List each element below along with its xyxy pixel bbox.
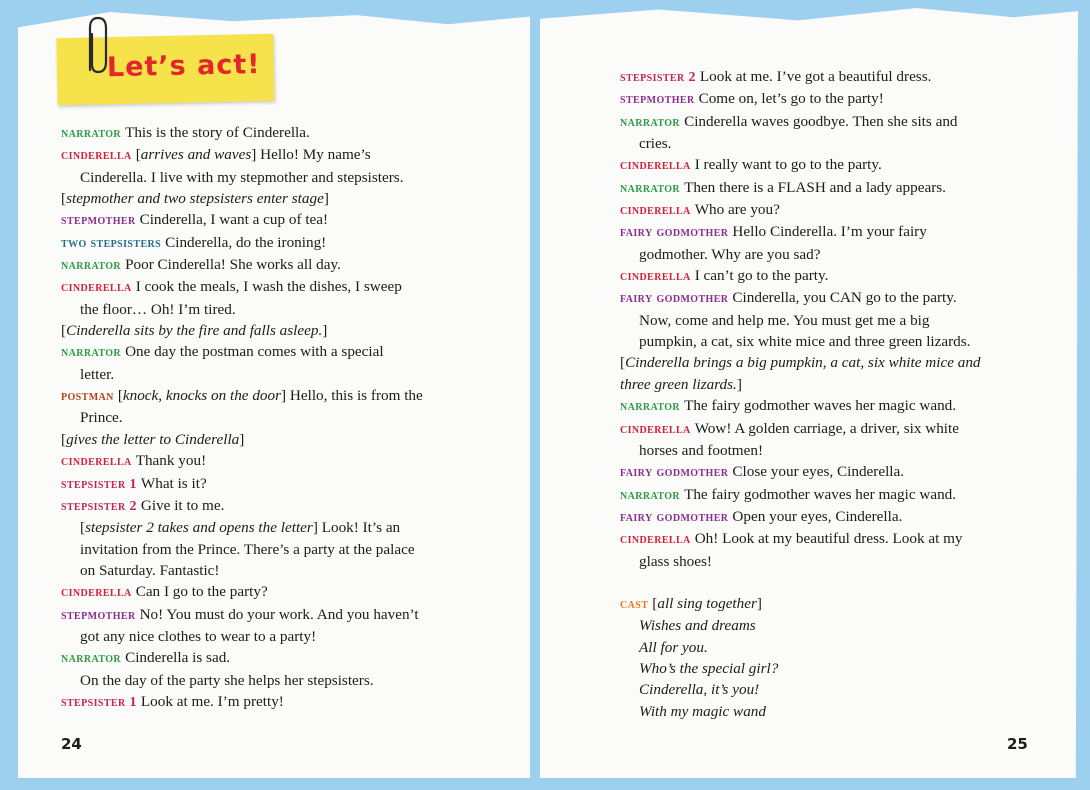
line-text: Cinderella, you CAN go to the party. xyxy=(732,289,957,307)
bracket-open: [ xyxy=(135,146,141,164)
line-text: Open your eyes, Cinderella. xyxy=(732,507,903,525)
script-line xyxy=(620,133,1040,154)
speaker-cinderella: cinderella xyxy=(620,269,691,285)
line-text: Now, come and help me. You must get me a big xyxy=(639,311,930,329)
script-line xyxy=(620,528,1040,550)
line-text: Poor Cinderella! She works all day. xyxy=(125,256,341,274)
speaker-narrator: narrator xyxy=(620,180,681,196)
speaker-narrator: narrator xyxy=(61,345,122,361)
script-line xyxy=(620,66,1040,88)
line-text: Prince. xyxy=(80,409,123,427)
speaker-cinderella: cinderella xyxy=(61,280,132,296)
speaker-cinderella: cinderella xyxy=(620,421,691,437)
line-text: Cinderella. I live with my stepmother and stepsisters. xyxy=(80,168,404,186)
line-text: Look at me. I’ve got a beautiful dress. xyxy=(699,68,932,85)
script-line xyxy=(61,188,481,209)
speaker-fairy-godmother: fairy godmother xyxy=(620,509,729,525)
bracket-close: ] xyxy=(323,190,329,208)
stage-direction: three green lizards. xyxy=(620,375,737,393)
line-text: Look at me. I’m pretty! xyxy=(140,692,284,710)
script-line xyxy=(61,320,481,341)
song-line xyxy=(620,658,1040,679)
script-line xyxy=(61,429,481,450)
script-line xyxy=(61,647,481,669)
script-line xyxy=(61,539,481,560)
song-text: All for you. xyxy=(639,638,708,656)
song-line xyxy=(620,637,1040,658)
script-line xyxy=(61,254,481,276)
script-line xyxy=(620,310,1040,331)
song-text: Who’s the special girl? xyxy=(639,659,779,677)
speaker-stepsister-2: stepsister 2 xyxy=(620,70,696,85)
speaker-fairy-godmother: fairy godmother xyxy=(620,465,729,481)
script-line xyxy=(620,461,1040,483)
line-text: The fairy godmother waves her magic wand. xyxy=(684,485,957,503)
page-number-right: 25 xyxy=(1007,735,1028,753)
script-line xyxy=(61,473,481,495)
speaker-fairy-godmother: fairy godmother xyxy=(620,291,729,307)
speaker-cinderella: cinderella xyxy=(61,148,132,164)
script-line xyxy=(620,352,1040,373)
bracket-open: [ xyxy=(61,322,67,340)
script-line xyxy=(620,221,1040,243)
speaker-cinderella: cinderella xyxy=(61,454,132,470)
song-line xyxy=(620,615,1040,636)
paperclip-icon xyxy=(80,14,112,78)
bracket-open: [ xyxy=(620,354,626,372)
bracket-open: [ xyxy=(652,594,658,612)
script-line xyxy=(61,581,481,603)
line-text: ] Look! It’s an xyxy=(312,519,401,537)
page-number-left: 24 xyxy=(61,735,82,753)
script-line xyxy=(620,440,1040,461)
line-text: cries. xyxy=(639,135,672,153)
line-text: The fairy godmother waves her magic wand. xyxy=(684,397,957,415)
spacer xyxy=(620,572,1040,593)
bracket-close: ] xyxy=(736,375,742,393)
speaker-narrator: narrator xyxy=(61,126,122,141)
speaker-narrator: narrator xyxy=(620,399,681,415)
line-text: This is the story of Cinderella. xyxy=(125,124,310,141)
bracket-open: [ xyxy=(61,190,67,208)
line-text: pumpkin, a cat, six white mice and three green lizards. xyxy=(639,333,971,351)
speaker-narrator: narrator xyxy=(61,258,122,274)
script-line xyxy=(61,495,481,517)
script-line xyxy=(620,88,1040,110)
line-text: the floor… Oh! I’m tired. xyxy=(80,300,236,318)
speaker-cast: cast xyxy=(620,596,649,612)
bracket-open: [ xyxy=(117,387,123,405)
script-line xyxy=(620,374,1040,395)
speaker-stepsister-2: stepsister 2 xyxy=(61,498,137,514)
line-text: Come on, let’s go to the party! xyxy=(698,90,884,108)
speaker-narrator: narrator xyxy=(61,651,122,667)
line-text: Give it to me. xyxy=(140,496,225,514)
script-line xyxy=(61,299,481,320)
stage-direction: stepmother and two stepsisters enter stage xyxy=(66,190,324,208)
script-line xyxy=(61,626,481,647)
bracket-close: ] xyxy=(756,594,762,612)
line-text: I really want to go to the party. xyxy=(694,156,882,174)
line-text: Can I go to the party? xyxy=(135,583,268,601)
script-line xyxy=(620,418,1040,440)
bracket-open: [ xyxy=(61,430,67,448)
line-text: Then there is a FLASH and a lady appears. xyxy=(684,178,946,196)
script-line xyxy=(61,560,481,581)
speaker-narrator: narrator xyxy=(620,487,681,503)
song-text: Wishes and dreams xyxy=(639,617,756,635)
script-line xyxy=(620,244,1040,265)
script-right-column xyxy=(620,66,1040,722)
line-text: godmother. Why are you sad? xyxy=(639,245,821,263)
script-line xyxy=(620,331,1040,352)
speaker-fairy-godmother: fairy godmother xyxy=(620,225,729,241)
script-line xyxy=(620,177,1040,199)
line-text: got any nice clothes to wear to a party! xyxy=(80,627,317,645)
speaker-cinderella: cinderella xyxy=(620,532,691,548)
line-text: letter. xyxy=(80,365,115,383)
stage-direction: Cinderella sits by the fire and falls asleep. xyxy=(66,322,323,340)
stage-direction: arrives and waves xyxy=(140,146,252,164)
stage-direction: knock, knocks on the door xyxy=(122,387,282,405)
line-text: No! You must do your work. And you haven’t xyxy=(139,605,419,623)
script-line xyxy=(61,604,481,626)
script-line xyxy=(620,199,1040,221)
script-line xyxy=(620,265,1040,287)
script-line xyxy=(61,691,481,713)
script-line xyxy=(61,276,481,298)
speaker-stepsister-1: stepsister 1 xyxy=(61,694,137,710)
line-text: ] Hello, this is from the xyxy=(281,387,423,405)
script-line xyxy=(620,287,1040,309)
speaker-cinderella: cinderella xyxy=(61,585,132,601)
page-title: Let’s act! xyxy=(106,49,261,84)
speaker-stepmother: stepmother xyxy=(61,607,136,623)
line-text: One day the postman comes with a special xyxy=(125,343,384,361)
script-line xyxy=(61,341,481,363)
script-line xyxy=(620,506,1040,528)
line-text: What is it? xyxy=(140,474,207,492)
script-line xyxy=(61,407,481,428)
speaker-narrator: narrator xyxy=(620,114,681,130)
line-text: horses and footmen! xyxy=(639,441,763,459)
song-text: Cinderella, it’s you! xyxy=(639,681,760,699)
line-text: Close your eyes, Cinderella. xyxy=(732,463,905,481)
line-text: Cinderella waves goodbye. Then she sits and xyxy=(684,112,958,130)
line-text: Wow! A golden carriage, a driver, six white xyxy=(694,419,959,437)
line-text: Cinderella, do the ironing! xyxy=(165,233,327,251)
script-line xyxy=(61,364,481,385)
line-text: Who are you? xyxy=(694,201,780,219)
line-text: glass shoes! xyxy=(639,552,712,570)
line-text: I can’t go to the party. xyxy=(694,267,829,285)
speaker-postman: postman xyxy=(61,389,114,405)
speaker-two-stepsisters: two stepsisters xyxy=(61,235,162,251)
song-line xyxy=(620,701,1040,722)
script-line xyxy=(61,122,481,144)
line-text: invitation from the Prince. There’s a party at the palace xyxy=(80,540,415,558)
script-line xyxy=(61,517,481,538)
script-line xyxy=(61,209,481,231)
bracket-close: ] xyxy=(239,430,245,448)
line-text: Cinderella, I want a cup of tea! xyxy=(139,211,329,229)
script-line xyxy=(61,450,481,472)
script-line xyxy=(620,551,1040,572)
stage-direction: Cinderella brings a big pumpkin, a cat, six white mice and xyxy=(625,354,981,372)
speaker-cinderella: cinderella xyxy=(620,203,691,219)
song-text: With my magic wand xyxy=(639,702,766,720)
script-line xyxy=(620,154,1040,176)
bracket-open: [ xyxy=(80,519,86,537)
line-text: Thank you! xyxy=(135,452,207,470)
script-line xyxy=(620,395,1040,417)
script-line xyxy=(620,593,1040,615)
bracket-close: ] xyxy=(322,322,328,340)
script-line xyxy=(61,167,481,188)
stage-direction: stepsister 2 takes and opens the letter xyxy=(85,519,313,537)
line-text: Hello Cinderella. I’m your fairy xyxy=(732,223,927,241)
line-text: on Saturday. Fantastic! xyxy=(80,561,220,579)
speaker-cinderella: cinderella xyxy=(620,158,691,174)
script-line xyxy=(61,232,481,254)
speaker-stepsister-1: stepsister 1 xyxy=(61,476,137,492)
script-line xyxy=(61,670,481,691)
line-text: ] Hello! My name’s xyxy=(251,146,371,164)
song-line xyxy=(620,679,1040,700)
script-line xyxy=(61,385,481,407)
line-text: On the day of the party she helps her stepsisters. xyxy=(80,671,374,689)
script-line xyxy=(620,484,1040,506)
script-left-column xyxy=(61,122,481,713)
line-text: Oh! Look at my beautiful dress. Look at my xyxy=(694,530,963,548)
line-text: Cinderella is sad. xyxy=(125,649,231,667)
line-text: I cook the meals, I wash the dishes, I sweep xyxy=(135,278,402,296)
stage-direction: all sing together xyxy=(657,594,757,612)
speaker-stepmother: stepmother xyxy=(61,213,136,229)
script-line xyxy=(61,144,481,166)
stage-direction: gives the letter to Cinderella xyxy=(66,430,240,448)
speaker-stepmother: stepmother xyxy=(620,92,695,108)
script-line xyxy=(620,111,1040,133)
